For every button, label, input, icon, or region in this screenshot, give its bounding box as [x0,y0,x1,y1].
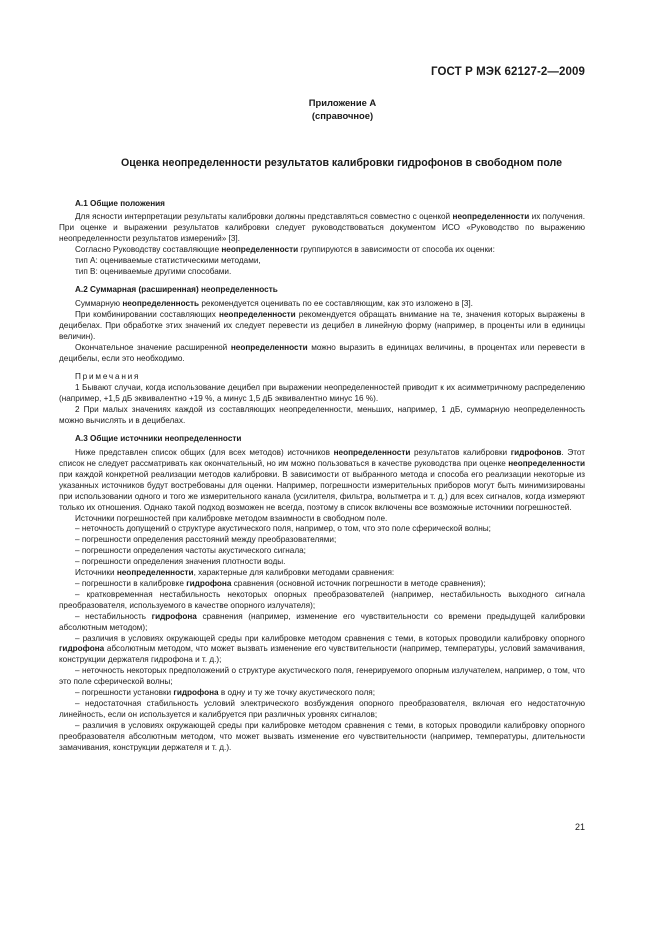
appendix-title: Оценка неопределенности результатов калибровки гидрофонов в свободном поле [120,157,563,169]
section-heading: А.2 Суммарная (расширенная) неопределенность [75,285,278,295]
list-item: – различия в условиях окружающей среды при калибровке методом сравнения с теми, в которых проводили калибровку опорного преобразователя абсолютным методом, что может вызвать изменение его чувствительности (например, температуры, длительности замачивания, конструкции держателя и т. д.). [59,720,585,752]
list-item: – погрешности установки гидрофона в одну и ту же точку акустического поля; [75,688,375,698]
paragraph: Источники неопределенности, характерные для калибровки методами сравнения: [75,568,395,578]
list-item: – кратковременная нестабильность некоторых опорных преобразователей (например, нестабильность выходного сигнала преобразователя, используемого в качестве опорного излучателя); [59,589,585,610]
appendix-type: (справочное) [311,110,374,121]
list-item: – различия в условиях окружающей среды при калибровке методом сравнения с теми, в которых проводили калибровку опорного гидрофона абсолютным методом, что может вызвать изменение его чувствительности (например, температуры, условий замачивания, конструкции держателя гидрофона и т. д.); [59,633,585,665]
document-body [59,191,585,754]
list-item: тип А: оцениваемые статистическими методами, [75,256,261,266]
appendix-label: Приложение А [308,97,377,108]
document-code: ГОСТ Р МЭК 62127-2—2009 [431,66,585,78]
list-item: – неточность допущений о структуре акустического поля, например, о том, что это поле сферической волны; [75,524,491,534]
list-item: – погрешности в калибровке гидрофона сравнения (основной источник погрешности в методе сравнения); [75,579,486,588]
page-number: 21 [574,822,585,832]
list-item: – неточность некоторых предположений о структуре акустического поля, генерируемого опорным излучателем, например, о том, что это поле сферической волны; [59,666,585,687]
paragraph: Для ясности интерпретации результаты калибровки должны представляться совместно с оценкой неопределенности их получения. При оценке и выражении результатов калибровки следует руководствоваться документом ИСО «Руководство по выражению неопределенности результатов измерений» [3]. [59,212,585,244]
list-item: – погрешности определения частоты акустического сигнала; [75,546,306,556]
list-item: – погрешности определения значения плотности воды. [75,557,286,567]
list-item: – нестабильность гидрофона сравнения (например, изменение его чувствительности со времени предыдущей калибровки абсолютным методом); [59,611,585,632]
paragraph: Источники погрешностей при калибровке методом взаимности в свободном поле. [75,513,388,523]
list-item: тип В: оцениваемые другими способами. [75,266,232,276]
list-item: – недостаточная стабильность условий электрического возбуждения опорного преобразователя, включая его недостаточную линейность, если он используется и калибруется при различных уровнях сигналов; [59,698,585,719]
paragraph: Согласно Руководству составляющие неопределенности группируются в зависимости от способа их оценки: [75,245,495,255]
paragraph: При комбинировании составляющих неопределенности рекомендуется обращать внимание на те, значения которых выражены в децибелах. При обработке этих значений их следует перевести из децибел в линейную форму (например, в проценты или в единицы величин). [59,310,585,341]
paragraph: Окончательное значение расширенной неопределенности можно выразить в единицах величины, в процентах или перевести в децибелы, если это необходимо. [59,342,585,363]
list-item: – погрешности определения расстояний между преобразователями; [75,535,337,545]
paragraph: 2 При малых значениях каждой из составляющих неопределенности, меньших, например, 1 дБ, суммарную неопределенность можно вычислять и в децибелах. [59,404,585,425]
paragraph: 1 Бывают случаи, когда использование децибел при выражении неопределенностей приводит к их асимметричному распределению (например, +1,5 дБ эквивалентно +19 %, а минус 1,5 дБ эквивалентно минус 16 %). [59,383,585,403]
paragraph: Ниже представлен список общих (для всех методов) источников неопределенности результатов калибровки гидрофонов. Этот список не следует рассматривать как окончательный, но им можно пользоваться в качестве руководства при оценке неопределенности при каждой конкретной реализации методов калибровки. В зависимости от выбранного метода и способа его реализации некоторые из указанных источников будут востребованы для оценки. Например, погрешности измерительных приборов могут быть минимизированы при использовании одного и того же измерительного канала (усилителя, фильтра, вольтметра и т. д.) для всех сигналов, когда измеряют только их отношения. Однако такой подход возможен не всегда, поэтому в список включены все возможные источники погрешностей. [59,448,585,512]
paragraph: Суммарную неопределенность рекомендуется оценивать по ее составляющим, как это изложено в [3]. [75,299,473,309]
appendix-heading [0,96,661,122]
notes-label: Примечания [75,372,141,382]
section-heading: А.3 Общие источники неопределенности [75,434,242,444]
section-heading: А.1 Общие положения [75,198,165,208]
